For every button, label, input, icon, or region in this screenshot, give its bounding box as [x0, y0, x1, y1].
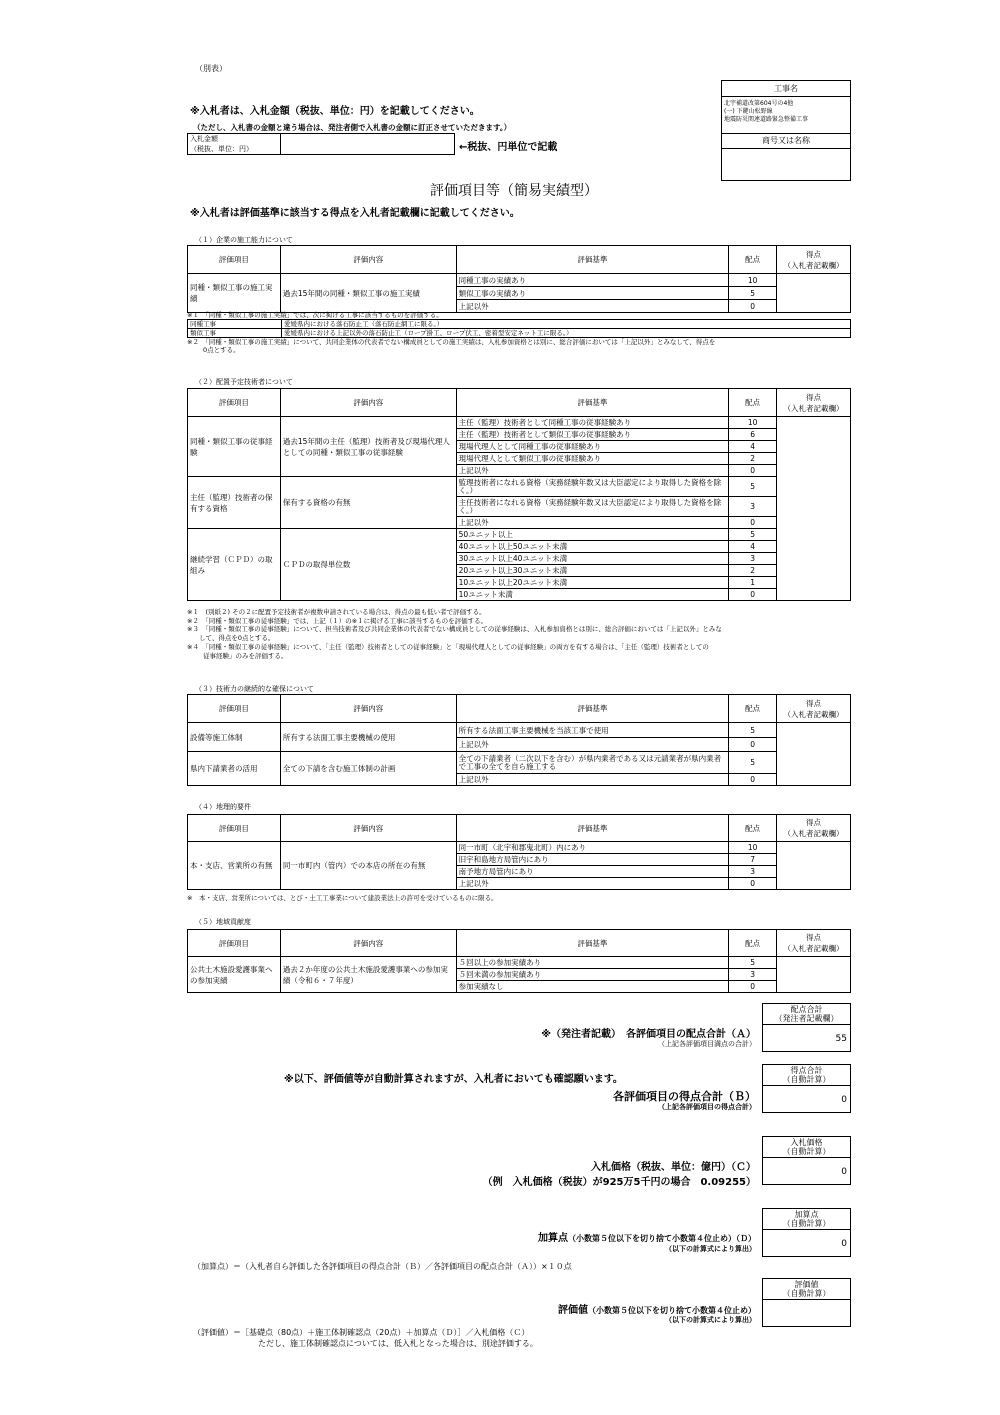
- table-cell: 0: [729, 738, 777, 752]
- table-cell: 40ユニット以上50ユニット未満: [456, 541, 729, 553]
- col-header-score: 得点 （入札者記載欄）: [777, 389, 851, 417]
- table-cell: 5: [729, 957, 777, 969]
- table-cell: 2: [729, 565, 777, 577]
- criteria-cell: 同種工事の実績あり: [456, 274, 729, 287]
- page-title: 評価項目等（簡易実績型）: [430, 183, 598, 199]
- table-cell: 評価内容: [280, 695, 456, 723]
- table-cell: 評価項目: [188, 695, 281, 723]
- table-cell: 0: [729, 878, 777, 890]
- bid-price-value: 0: [841, 1167, 847, 1177]
- page-subtitle: ※入札者は評価基準に該当する得点を入札者記載欄に記載してください。: [190, 208, 520, 219]
- eval-content: 同一市町内（管内）での本店の所在の有無: [280, 842, 456, 890]
- table-cell: 所有する法面工事主要機械を当該工事で使用: [456, 723, 729, 738]
- total-points-header: 配点合計 （発注者記載欄）: [763, 1004, 850, 1025]
- bid-amount-notice: ※入札者は、入札金額（税抜、単位：円）を記載してください。: [190, 106, 480, 117]
- table-cell: 旧宇和島地方局管内にあり: [456, 854, 729, 866]
- points-cell: 10: [729, 417, 777, 429]
- section2-notes: ※１ (別紙２) その２に配置予定技術者が複数申請されている場合は、得点の最も低い者で評価する。 ※２ 「同種・類似工事の従事経験」では、上記（１）の※１に掲げる工事に該当するものを評価する。 ※３ 「同種・類似工事の従事経験」について、担当技術者及び共同企業体の代表者でない構成員としての従事経験は、入札参加資格とは別に、総合評価においては「上記以外」とみな して、得点を0点とする。 ※４ 「同種・類似工事の従事経験」について、「主任（監理）技術者としての従事経験」と「現場代理人としての従事経験」の両方を有する場合は、「主任（監理）技術者としての 従事経験」のみを評価する。: [187, 608, 722, 660]
- table-cell: ５回未満の参加実績あり: [456, 969, 729, 981]
- col-header-criteria: 評価基準: [456, 246, 729, 274]
- total-points-label: ※（発注者記載） 各評価項目の配点合計（Ａ）: [541, 1029, 756, 1040]
- table-cell: 6: [729, 429, 777, 441]
- bonus-points-box: [762, 1208, 851, 1257]
- table-cell: 2: [729, 453, 777, 465]
- table-cell: 10: [729, 842, 777, 854]
- section1-notes: ※１ 「同種・類似工事の施工実績」では、次に掲げる工事に該当するものを評価する。 同種工事 愛媛県内における落石防止工（落石防止網工に限る。） 類似工事 愛媛県内における上記以外の落石防止工（ロープ掛工、ロープ伏工、密着型安定ネット工に限る。） ※２ 「同種・類似工事の施工実績」について、共同企業体の代表者でない構成員としての施工実績は、入札参加資格とは別に、総合評価においては「上記以外」とみなして、得点を 0点とする。: [187, 311, 851, 354]
- table-cell: 主任（監理）技術者として類似工事の従事経験あり: [456, 429, 729, 441]
- col-header-points: 配点: [729, 389, 777, 417]
- col-header-criteria: 評価基準: [456, 389, 729, 417]
- eval-content: 全ての下請を含む施工体制の計画: [280, 752, 456, 786]
- evaluation-formula: （評価値）＝［基礎点（80点）＋施工体制確認点（20点）＋加算点（Ｄ）］／入札価格（Ｃ）: [193, 1328, 530, 1337]
- bid-price-label: 入札価格（税抜、単位：億円）（Ｃ）: [591, 1162, 756, 1173]
- table-cell: 10ユニット以上20ユニット未満: [456, 577, 729, 589]
- auto-calc-notice: ※以下、評価値等が自動計算されますが、入札者においても確認願います。: [284, 1074, 623, 1085]
- table-cell: 主任技術者になれる資格（実務経験年数又は大臣認定により取得した資格を除く。）: [456, 497, 729, 517]
- section1-table: [187, 245, 851, 313]
- col-header-score: 得点 （入札者記載欄）: [777, 246, 851, 274]
- bonus-points-formula: （加算点）＝（入札者自ら評価した各評価項目の得点合計（Ｂ）／各評価項目の配点合計（Ａ））×１０点: [193, 1262, 572, 1271]
- definition-table: [187, 319, 851, 338]
- table-cell: ５回以上の参加実績あり: [456, 957, 729, 969]
- table-cell: 評価基準: [456, 695, 729, 723]
- table-cell: 5: [729, 752, 777, 774]
- table-cell: 5: [729, 477, 777, 497]
- table-cell: 50ユニット以上: [456, 529, 729, 541]
- total-points-sublabel: （上記各評価項目満点の合計）: [658, 1040, 756, 1048]
- table-cell: 3: [729, 497, 777, 517]
- col-header-content: 評価内容: [280, 246, 456, 274]
- section5-table: [187, 929, 851, 993]
- score-entry-cell[interactable]: [777, 274, 851, 313]
- table-cell: 評価基準: [456, 930, 729, 957]
- table-cell: 得点 （入札者記載欄）: [777, 695, 851, 723]
- bid-price-example: （例 入札価格（税抜）が925万5千円の場合 0.09255）: [482, 1177, 756, 1188]
- table-cell: 愛媛県内における落石防止工（落石防止網工に限る。）: [282, 320, 851, 329]
- table-cell: 3: [729, 969, 777, 981]
- table-cell: 0: [729, 981, 777, 993]
- table-cell: 0: [729, 465, 777, 477]
- eval-content: 保有する資格の有無: [280, 477, 456, 529]
- table-cell: 同一市町（北宇和郡鬼北町）内にあり: [456, 842, 729, 854]
- table-cell: 類似工事: [188, 329, 282, 338]
- bid-amount-subnotice: （ただし、入札書の金額と違う場合は、発注者側で入札書の金額に訂正させていただきます。）: [193, 123, 512, 132]
- eval-content: 過去15年間の主任（監理）技術者及び現場代理人としての同種・類似工事の従事経験: [280, 417, 456, 477]
- table-cell: 現場代理人として類似工事の従事経験あり: [456, 453, 729, 465]
- project-name-value: 北宇補道改第604号の4他 (一) 下鍵山松野線 地震防災関連道路緊急整備工事: [722, 97, 850, 134]
- eval-item: 同種・類似工事の従事経験: [188, 417, 281, 477]
- table-cell: 0: [729, 517, 777, 529]
- criteria-cell: 主任（監理）技術者として同種工事の従事経験あり: [456, 417, 729, 429]
- project-info-box: [721, 80, 851, 181]
- table-cell: 評価項目: [188, 930, 281, 957]
- table-cell: 参加実績なし: [456, 981, 729, 993]
- table-cell: 4: [729, 541, 777, 553]
- table-cell: 30ユニット以上40ユニット未満: [456, 553, 729, 565]
- col-header-item: 評価項目: [188, 246, 281, 274]
- eval-content: 過去２か年度の公共土木施設愛護事業への参加実績（令和６・７年度）: [280, 957, 456, 993]
- table-cell: 3: [729, 866, 777, 878]
- table-cell: 1: [729, 577, 777, 589]
- eval-item: 同種・類似工事の施工実績: [188, 274, 281, 313]
- table-cell: 愛媛県内における上記以外の落石防止工（ロープ掛工、ロープ伏工、密着型安定ネット工に限る。）: [282, 329, 851, 338]
- table-cell: 監理技術者になれる資格（実務経験年数又は大臣認定により取得した資格を除く。）: [456, 477, 729, 497]
- table-cell: 配点: [729, 930, 777, 957]
- bid-amount-label: 入札金額: [190, 135, 218, 143]
- table-cell: 南予地方局管内にあり: [456, 866, 729, 878]
- table-cell: 評価項目: [188, 815, 281, 842]
- table-cell: 4: [729, 441, 777, 453]
- score-entry-cell[interactable]: [777, 957, 851, 993]
- eval-content: ＣＰＤの取得単位数: [280, 529, 456, 601]
- table-cell: 5: [729, 723, 777, 738]
- score-total-box: [762, 1064, 851, 1113]
- table-cell: 上記以外: [456, 878, 729, 890]
- table-cell: 同種工事: [188, 320, 282, 329]
- score-total-label: 各評価項目の得点合計（Ｂ）: [613, 1090, 756, 1103]
- section1-title: （１）企業の施工能力について: [195, 236, 293, 244]
- bid-price-box: [762, 1136, 851, 1185]
- section2-title: （２）配置予定技術者について: [195, 378, 293, 386]
- evaluation-value-sublabel: （以下の計算式により算出）: [665, 1316, 756, 1324]
- eval-item: 主任（監理）技術者の保有する資格: [188, 477, 281, 529]
- table-cell: 得点 （入札者記載欄）: [777, 815, 851, 842]
- col-header-content: 評価内容: [280, 389, 456, 417]
- tax-exclusive-note: ←税抜、円単位で記載: [459, 142, 558, 153]
- table-cell: 上記以外: [456, 774, 729, 786]
- bid-amount-field[interactable]: [187, 133, 455, 155]
- score-entry-cell[interactable]: [777, 417, 851, 601]
- score-total-value: 0: [841, 1095, 847, 1105]
- criteria-cell: 上記以外: [456, 300, 729, 313]
- table-cell: 配点: [729, 815, 777, 842]
- table-cell: 0: [729, 589, 777, 601]
- eval-item: 本・支店、営業所の有無: [188, 842, 281, 890]
- evaluation-value-box: [762, 1278, 851, 1327]
- bid-amount-label-cell: [187, 133, 281, 155]
- bid-amount-unit: （税抜、単位：円）: [190, 145, 253, 153]
- table-cell: 配点: [729, 695, 777, 723]
- table-cell: 全ての下請業者（二次以下を含む）が県内業者である又は元請業者が県内業者で工事の全てを自ら施工する: [456, 752, 729, 774]
- trade-name-field[interactable]: [722, 149, 850, 183]
- bonus-points-value: 0: [841, 1239, 847, 1249]
- eval-item: 設備等施工体制: [188, 723, 281, 752]
- eval-content: 所有する法面工事主要機械の使用: [280, 723, 456, 752]
- eval-item: 県内下請業者の活用: [188, 752, 281, 786]
- bid-price-header: 入札価格 （自動計算）: [763, 1137, 850, 1158]
- section3-table: [187, 694, 851, 786]
- section4-title: （４）地理的要件: [195, 803, 251, 811]
- table-cell: 得点 （入札者記載欄）: [777, 930, 851, 957]
- table-cell: 10ユニット未満: [456, 589, 729, 601]
- table-cell: 20ユニット以上30ユニット未満: [456, 565, 729, 577]
- table-cell: 評価内容: [280, 815, 456, 842]
- table-cell: 7: [729, 854, 777, 866]
- table-cell: 上記以外: [456, 465, 729, 477]
- eval-content: 過去15年間の同種・類似工事の施工実績: [280, 274, 456, 313]
- section2-table: [187, 388, 851, 601]
- score-entry-cell[interactable]: [777, 842, 851, 890]
- trade-name-header: 商号又は名称: [722, 134, 850, 149]
- criteria-cell: 類似工事の実績あり: [456, 287, 729, 300]
- table-cell: 評価基準: [456, 815, 729, 842]
- points-cell: 5: [729, 287, 777, 300]
- section5-title: （５）地域貢献度: [195, 918, 251, 926]
- appendix-label: （別表）: [195, 64, 227, 73]
- points-cell: 10: [729, 274, 777, 287]
- score-entry-cell[interactable]: [777, 723, 851, 786]
- project-name-header: 工事名: [722, 81, 850, 97]
- col-header-item: 評価項目: [188, 389, 281, 417]
- col-header-points: 配点: [729, 246, 777, 274]
- evaluation-value-label: 評価値（小数第５位以下を切り捨て小数第４位止め）: [558, 1305, 756, 1316]
- table-cell: 3: [729, 553, 777, 565]
- evaluation-formula-note: ただし、施工体制確認点については、低入札となった場合は、別途評価する。: [258, 1339, 538, 1348]
- score-total-sublabel: （上記各評価項目の得点合計）: [658, 1103, 756, 1111]
- table-cell: 0: [729, 774, 777, 786]
- table-cell: 上記以外: [456, 517, 729, 529]
- section3-title: （３）技術力の継続的な確保について: [195, 685, 314, 693]
- section4-table: [187, 814, 851, 890]
- table-cell: 上記以外: [456, 738, 729, 752]
- total-points-box: [762, 1003, 851, 1052]
- points-cell: 0: [729, 300, 777, 313]
- total-points-value: 55: [835, 1034, 847, 1044]
- score-total-header: 得点合計 （自動計算）: [763, 1065, 850, 1086]
- table-cell: 5: [729, 529, 777, 541]
- evaluation-value-header: 評価値 （自動計算）: [763, 1279, 850, 1300]
- eval-item: 継続学習（ＣＰＤ）の取組み: [188, 529, 281, 601]
- table-cell: 現場代理人として同種工事の従事経験あり: [456, 441, 729, 453]
- bonus-points-label: 加算点（小数第５位以下を切り捨て小数第４位止め）（Ｄ）: [538, 1233, 756, 1244]
- bonus-points-header: 加算点 （自動計算）: [763, 1209, 850, 1230]
- eval-item: 公共土木施設愛護事業への参加実績: [188, 957, 281, 993]
- table-cell: 評価内容: [280, 930, 456, 957]
- bonus-points-sublabel: （以下の計算式により算出）: [665, 1245, 756, 1253]
- section4-note: ※ 本・支店、営業所については、とび・土工工事業について建設業法上の許可を受けているものに限る。: [187, 894, 498, 902]
